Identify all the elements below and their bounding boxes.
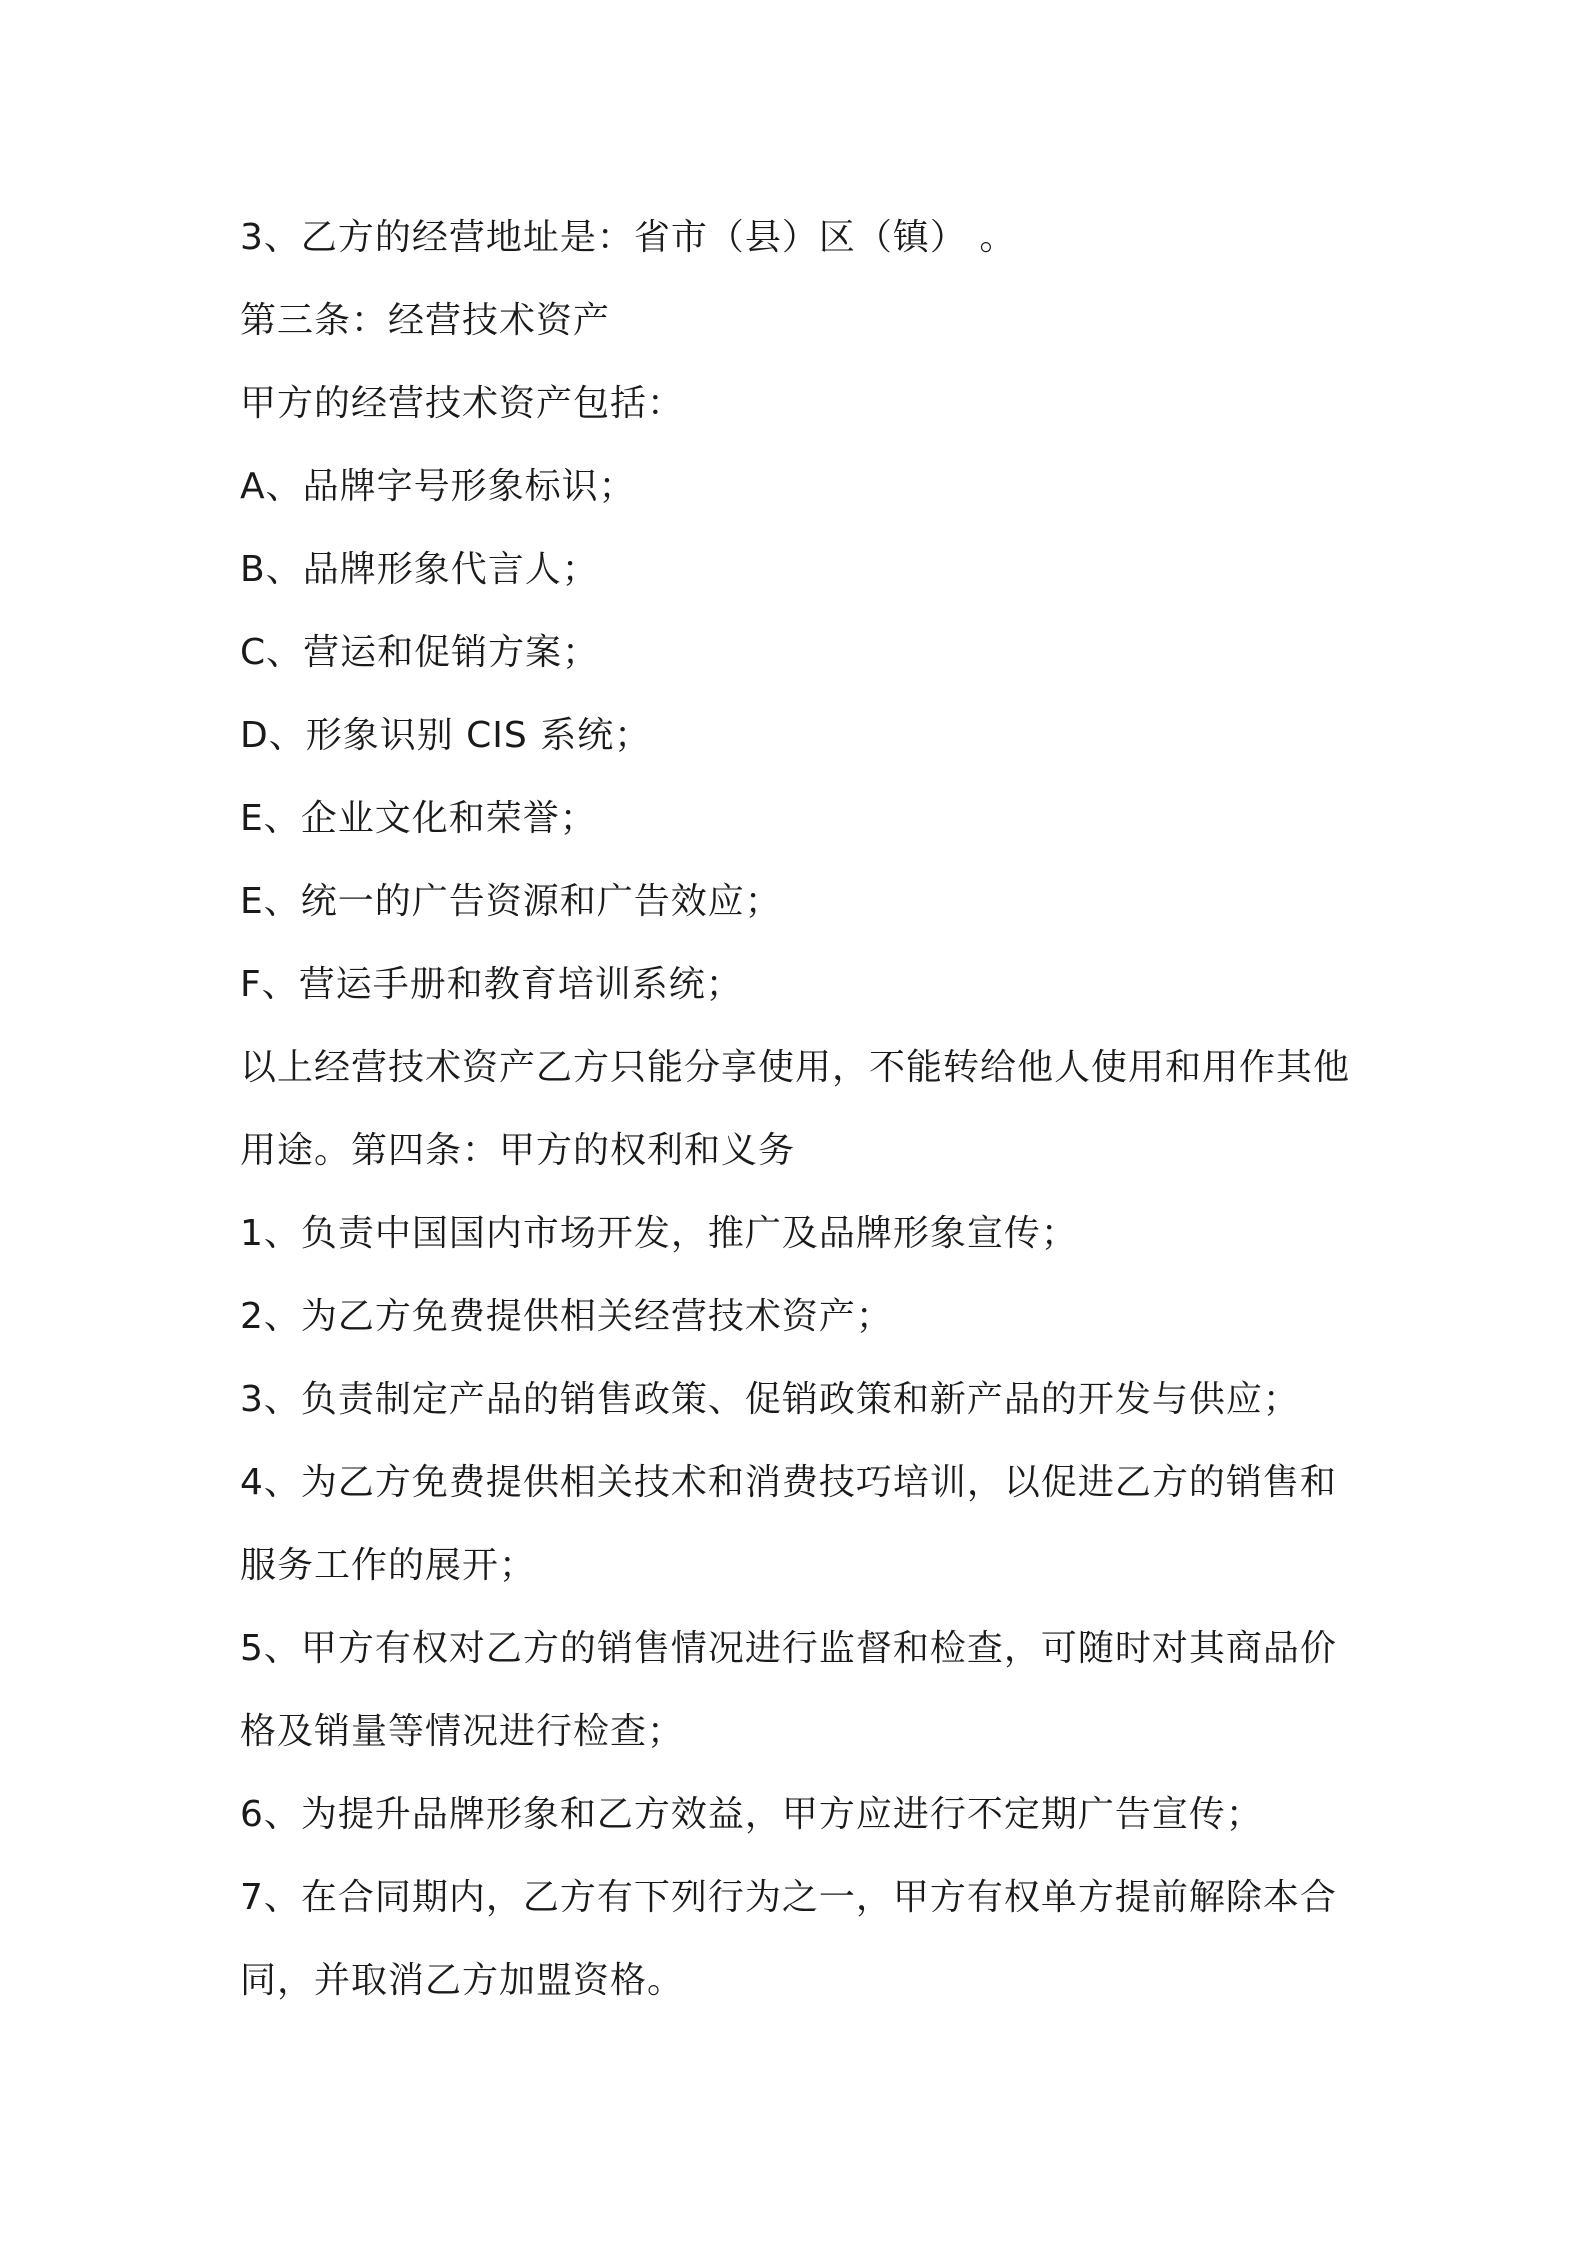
duty-item-7-cont: 同，并取消乙方加盟资格。: [240, 1960, 685, 2001]
line-address-clause: 3、乙方的经营地址是：省市（县）区（镇） 。: [240, 217, 1017, 258]
document-body: [240, 196, 1360, 2022]
list-item-e1: E、企业文化和荣誉；: [240, 798, 597, 839]
duty-item-3: 3、负责制定产品的销售政策、促销政策和新产品的开发与供应；: [240, 1379, 1300, 1420]
list-item-b: B、品牌形象代言人；: [240, 549, 599, 590]
duty-item-1: 1、负责中国国内市场开发，推广及品牌形象宣传；: [240, 1213, 1078, 1254]
paragraph-assets-usage-cont: 用途。第四条：甲方的权利和义务: [240, 1130, 796, 1171]
duty-item-4: 4、为乙方免费提供相关技术和消费技巧培训，以促进乙方的销售和: [240, 1462, 1337, 1503]
list-item-c: C、营运和促销方案；: [240, 632, 600, 673]
duty-item-7: 7、在合同期内，乙方有下列行为之一，甲方有权单方提前解除本合: [240, 1877, 1337, 1918]
heading-article-3: 第三条：经营技术资产: [240, 300, 611, 341]
duty-item-2: 2、为乙方免费提供相关经营技术资产；: [240, 1296, 893, 1337]
line-assets-intro: 甲方的经营技术资产包括：: [240, 383, 685, 424]
duty-item-5-cont: 格及销量等情况进行检查；: [240, 1711, 685, 1752]
paragraph-assets-usage: 以上经营技术资产乙方只能分享使用，不能转给他人使用和用作其他: [240, 1047, 1351, 1088]
duty-item-6: 6、为提升品牌形象和乙方效益，甲方应进行不定期广告宣传；: [240, 1794, 1263, 1835]
list-item-a: A、品牌字号形象标识；: [240, 466, 636, 507]
list-item-e2: E、统一的广告资源和广告效应；: [240, 881, 782, 922]
duty-item-4-cont: 服务工作的展开；: [240, 1545, 537, 1586]
list-item-f: F、营运手册和教育培训系统；: [240, 964, 743, 1005]
duty-item-5: 5、甲方有权对乙方的销售情况进行监督和检查，可随时对其商品价: [240, 1628, 1337, 1669]
list-item-d: D、形象识别 CIS 系统；: [240, 715, 652, 756]
